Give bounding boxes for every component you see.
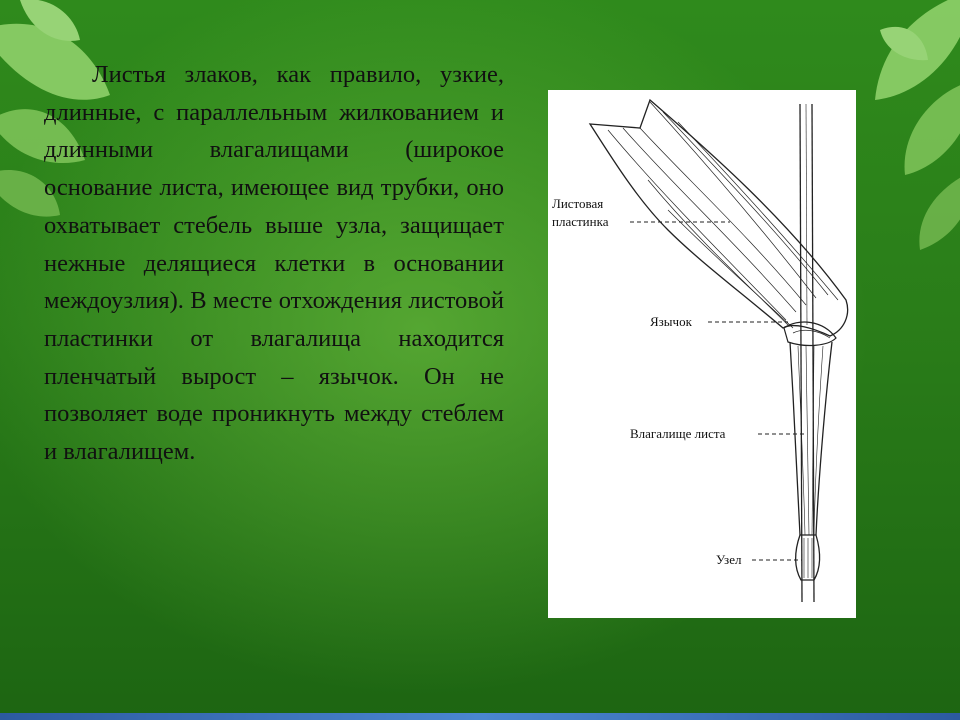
label-sheath: Влагалище листа: [630, 426, 726, 441]
leaf-vein: [663, 112, 828, 295]
grass-leaf-diagram: [548, 90, 856, 618]
body-paragraph: Листья злаков, как правило, узкие, длинные, с параллельным жилкованием и длинными влагалищами (широкое основание листа, имеющее вид трубки, оно охватывает стебель выше узла, защищает нежные делящиеся клетки в основании междоузлия). В месте отхождения листовой пластинки от влагалища находится пленчатый вырост – язычок. Он не позволяет воде проникнуть между стеблем и влагалищем.: [44, 61, 504, 466]
grass-leaf-figure: [548, 90, 856, 618]
stem-outline-left: [800, 104, 802, 602]
sheath-left-edge: [790, 342, 800, 535]
label-ligule: Язычок: [650, 314, 692, 329]
leaf-right-2: [919, 170, 960, 250]
label-blade-line2: пластинка: [552, 214, 609, 229]
label-node: Узел: [716, 552, 742, 567]
leaf-vein: [648, 180, 788, 325]
stem-center-line: [806, 104, 807, 325]
label-blade-line1: Листовая: [552, 196, 604, 211]
leaf-vein: [678, 122, 838, 300]
sheath-vein: [806, 346, 809, 535]
leaf-right-1: [905, 80, 960, 175]
leaf-vein: [608, 130, 786, 320]
leaf-blade: [590, 100, 848, 336]
leaf-vein: [650, 102, 816, 298]
sheath-right-edge: [816, 342, 832, 535]
node: [796, 535, 820, 580]
